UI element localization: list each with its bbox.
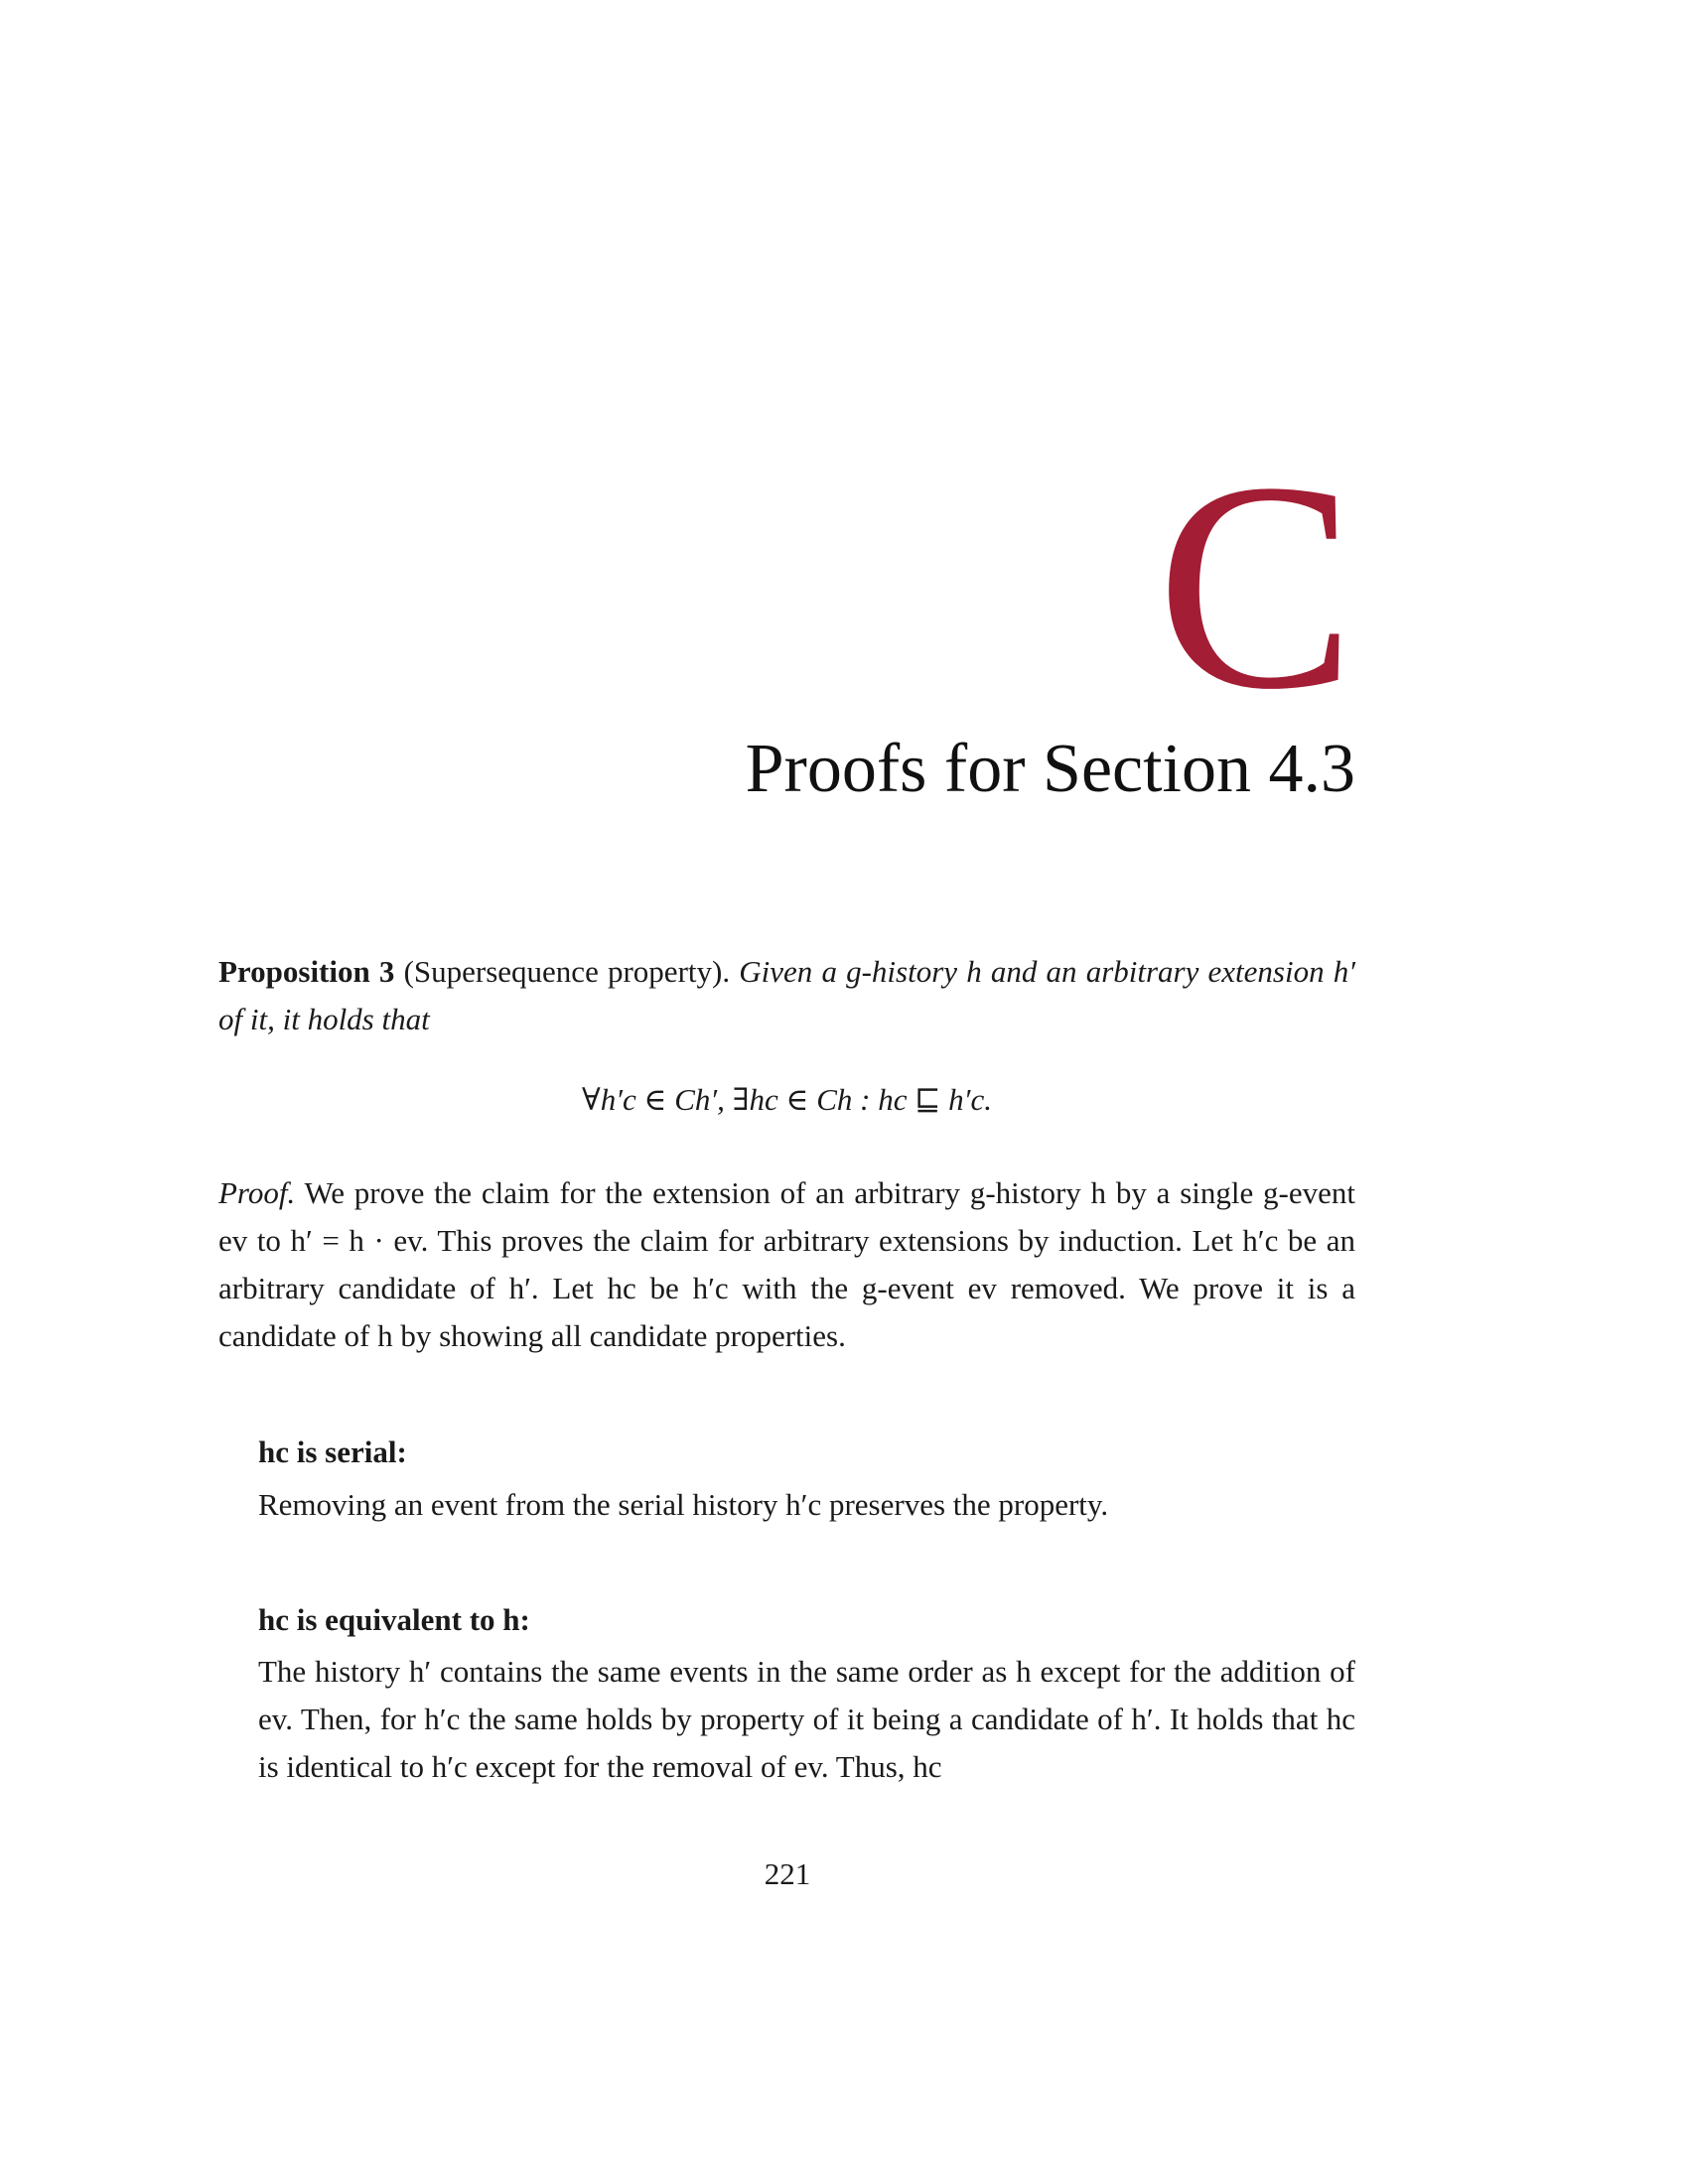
chapter-letter: C	[1156, 421, 1355, 751]
page-number: 221	[764, 1856, 811, 1891]
case-equivalent-title: hc is equivalent to h:	[258, 1602, 530, 1637]
proof-block	[218, 1169, 1355, 1360]
proposition-name: (Supersequence property).	[403, 954, 731, 989]
case-equivalent-body: The history h′ contains the same events in the same order as h except for the addition of ev. Then, for h′c the same holds by property of it being a candidate of h′. It holds that hc is identical to h′c except for the removal of ev. Thus, hc	[258, 1654, 1355, 1784]
chapter-title: Proofs for Section 4.3	[745, 731, 1355, 807]
case-serial-title: hc is serial:	[258, 1434, 407, 1469]
proof-text: We prove the claim for the extension of an arbitrary g-history h by a single g-event ev to h′ = h · ev. This proves the claim for arbitrary extensions by induction. Let h′c be an arbitrary candidate of h′. Let hc be h′c with the g-event ev removed. We prove it is a candidate of h by showing all candidate properties.	[218, 1175, 1355, 1353]
proposition-formula: ∀h′c ∈ Ch′, ∃hc ∈ Ch : hc ⊑ h′c.	[582, 1082, 992, 1117]
proposition-block	[218, 948, 1355, 1043]
proposition-statement: Given a g-history h and an arbitrary extension h′ of it, it holds that	[218, 954, 1356, 1036]
case-serial-body: Removing an event from the serial history h′c preserves the property.	[258, 1487, 1109, 1522]
proposition-label: Proposition 3	[218, 954, 395, 989]
proof-label: Proof.	[218, 1175, 296, 1210]
